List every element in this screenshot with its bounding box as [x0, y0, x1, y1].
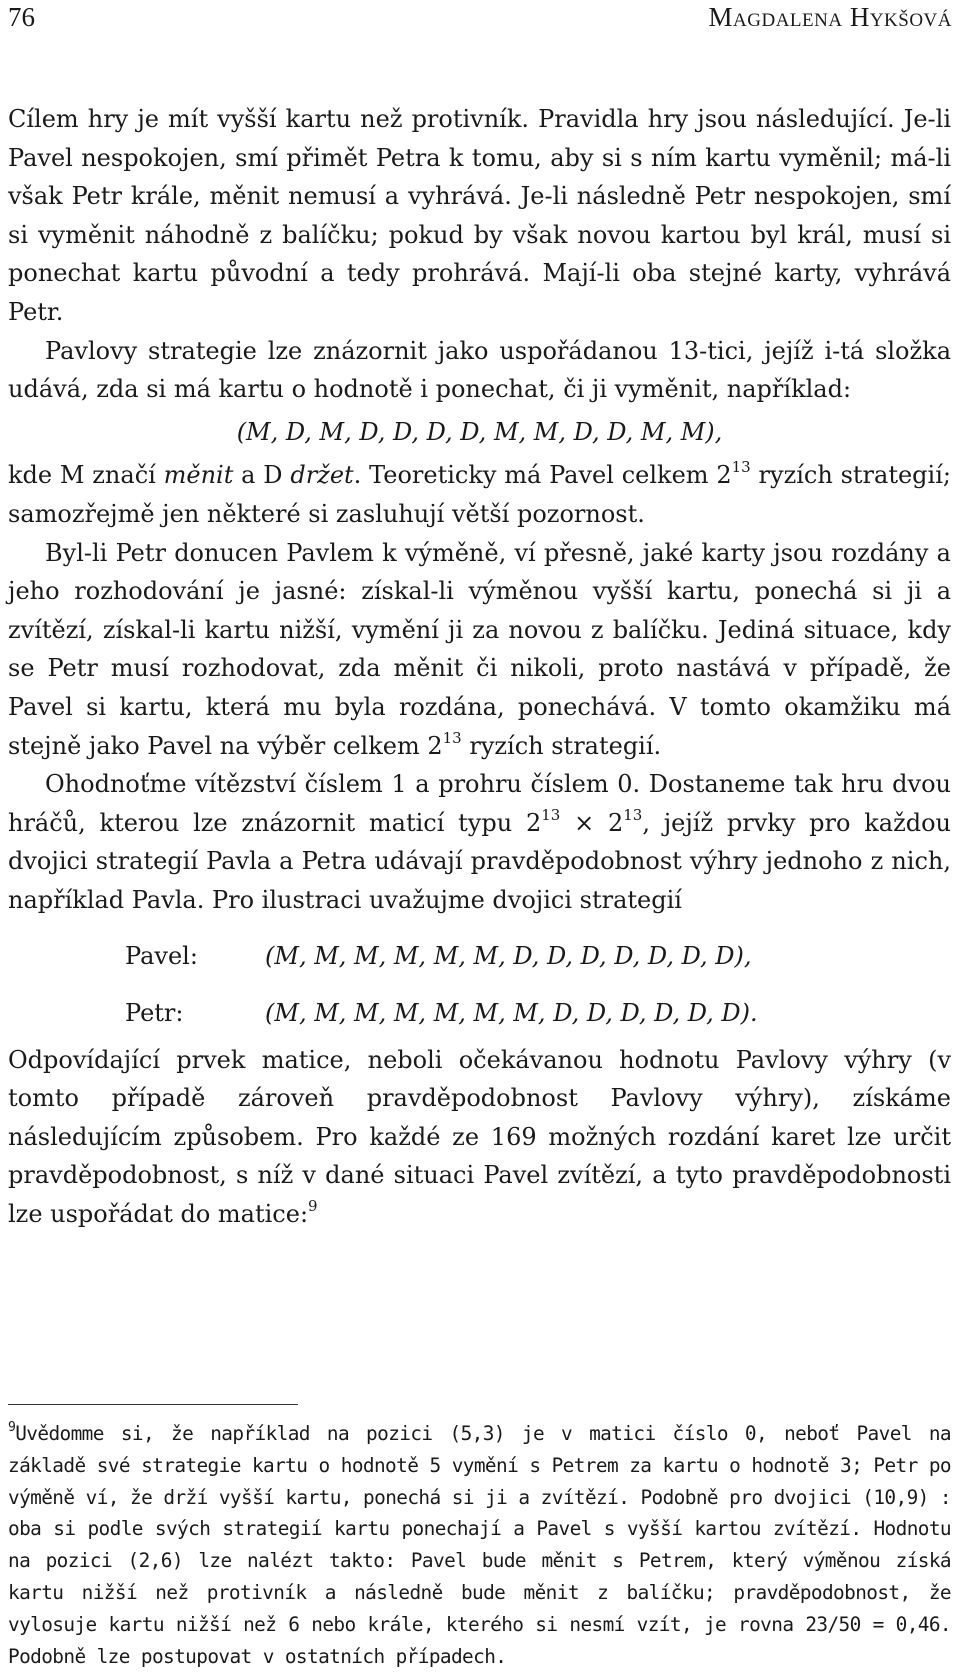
paragraph-strategy-definition: Pavlovy strategie lze znázornit jako uspořádanou 13-tici, jejíž i-tá složka udává, zda si má kartu o hodnotě i ponechat, či ji vyměnit, například: [8, 336, 951, 404]
paragraph-matrix-game: Ohodnoťme vítězství číslem 1 a prohru číslem 0. Dostaneme tak hru dvou hráčů, kterou lze znázornit maticí typu $2^{13} \times 2^{13}$, jejíž prvky pro každou dvojici strategií Pavla a Petra udávají pravděpodobnost výhry jednoho z nich, například Pavla. Pro ilustraci uvažujme dvojici strategií [8, 770, 951, 914]
paragraph-strategy-notation: kde M značí měnit a D držet. Teoreticky má Pavel celkem $2^{13}$ ryzích strategií; samozřejmě jen některé si zasluhují větší pozornost. [8, 458, 951, 528]
strategy-label-pavel: Pavel: [125, 942, 198, 971]
page-number: 76 [8, 2, 35, 32]
paragraph-petr-decision: Byl-li Petr donucen Pavlem k výměně, ví přesně, jaké karty jsou rozdány a jeho rozhodování je jasné: získal-li výměnou vyšší kartu, ponechá si ji a zvítězí, získal-li kartu nižší, vymění ji za novou z balíčku. Jediná situace, kdy se Petr musí rozhodovat, zda měnit či nikoli, proto nastává v případě, že Pavel si kartu, která mu byla rozdána, ponechává. V tomto okamžiku má stejně jako Pavel na výběr celkem $2^{13}$ ryzích strategií. [8, 538, 951, 760]
exponent: 13 [623, 805, 643, 824]
strategy-label-petr: Petr: [125, 999, 184, 1028]
footnote-mark: 9 [8, 1419, 16, 1435]
exponent: 13 [541, 805, 561, 824]
body-text [8, 100, 951, 1234]
strategy-value-pavel: (M, M, M, M, M, M, D, D, D, D, D, D, D), [265, 942, 752, 971]
paragraph-game-rules: Cílem hry je mít vyšší kartu než protivník. Pravidla hry jsou následující. Je-li Pavel nespokojen, smí přimět Petra k tomu, aby si s ním kartu vyměnil; má-li však Petr krále, měnit nemusí a vyhrává. Je-li následně Petr nespokojen, smí si vyměnit náhodně z balíčku; pokud by však novou kartou byl král, musí si ponechat kartu původní a tedy prohrává. Mají-li oba stejné karty, vyhrává Petr. [8, 105, 951, 326]
running-header [8, 2, 952, 42]
footnote [8, 1418, 951, 1672]
strategy-value-petr: (M, M, M, M, M, M, M, D, D, D, D, D, D). [265, 999, 758, 1028]
footnote-reference: 9 [308, 1197, 318, 1216]
term-change: měnit [163, 461, 234, 490]
term-hold: držet [290, 461, 354, 490]
exponent: 13 [442, 728, 462, 747]
running-head-author: Magdalena Hykšová [708, 2, 952, 32]
exponent: 13 [731, 458, 751, 477]
footnote-divider [8, 1404, 298, 1405]
strategy-example-formula: (M, D, M, D, D, D, D, M, M, D, D, M, M), [236, 417, 723, 446]
footnote-text: Uvědomme si, že například na pozici (5,3) je v matici číslo 0, neboť Pavel na základě své strategie kartu o hodnotě 5 vymění s Petrem za kartu o hodnotě 3; Petr po výměně ví, že drží vyšší kartu, ponechá si ji a zvítězí. Podobně pro dvojici (10,9) : oba si podle svých strategií kartu ponechají a Pavel s vyšší kartou zvítězí. Hodnotu na pozici (2,6) lze nalézt takto: Pavel bude měnit s Petrem, který výměnou získá kartu nižší než protivník a následně bude měnit z balíčku; pravděpodobnost, že vylosuje kartu nižší než 6 nebo krále, kterého si nesmí vzít, je rovna 23/50 = 0,46. Podobně lze postupovat v ostatních případech. [8, 1422, 951, 1668]
strategy-pair-display [125, 937, 951, 1032]
paragraph-matrix-element: Odpovídající prvek matice, neboli očekávanou hodnotu Pavlovy výhry (v tomto případě zároveň pravděpodobnost Pavlovy výhry), získáme následujícím způsobem. Pro každé ze 169 možných rozdání karet lze určit pravděpodobnost, s níž v dané situaci Pavel zvítězí, a tyto pravděpodobnosti lze uspořádat do matice:$^9$ [8, 1045, 951, 1229]
